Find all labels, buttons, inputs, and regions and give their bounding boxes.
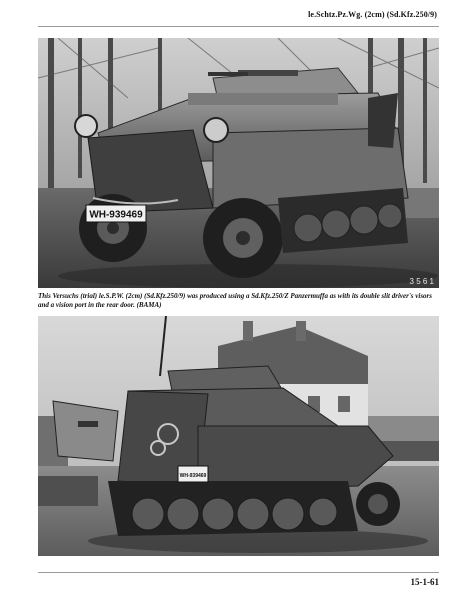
footer-rule [38,572,439,573]
photo-caption: This Versuchs (trial) le.S.P.W. (2cm) (Sd.Kfz.250/9) was produced using a Sd.Kfz.250/Z Panzermuffa as with its double slit driver's visors and a vision port in the rear door. (BAMA) [38,292,432,309]
photo-rear-view-image [38,316,439,556]
page-number: 15-1-61 [410,577,439,587]
rear-plate-text: WH-939469 [179,473,207,479]
header-rule [38,26,439,27]
photo-rear-view [38,316,439,556]
photo-front-view [38,38,439,288]
photo-archive-mark: 3 5 6 1 [409,277,434,286]
running-header: le.Schtz.Pz.Wg. (2cm) (Sd.Kfz.250/9) [308,10,437,19]
license-plate-text: WH-939469 [89,209,143,221]
photo-front-view-image [38,38,439,288]
